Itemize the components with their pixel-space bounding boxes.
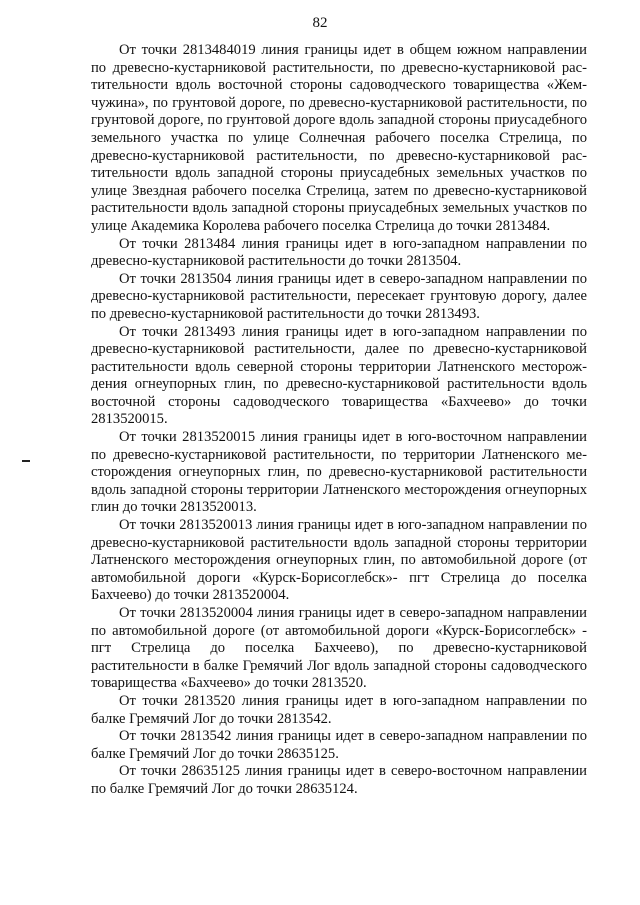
paragraph-5: От точки 2813520015 линия границы идет в юго-восточном направлении по древесно-кустарниковой растительности, по территории Латненского месторождения огнеупорных глин, по древесно-кустарниковой растительности вдоль западной стороны территории Латненского месторождения огнеупорных глин до точки 2813520013. (91, 429, 587, 516)
document-body (91, 42, 587, 799)
paragraph-8: От точки 2813520 линия границы идет в юго-западном направлении по балке Гремячий Лог до точки 2813542. (91, 692, 587, 727)
paragraph-4: От точки 2813493 линия границы идет в юго-западном направлении по древесно-кустарниковой растительности, далее по древесно-кустарниковой растительности вдоль северной стороны территории Латненского месторождения огнеупорных глин, по древесно-кустарниковой растительности вдоль восточной стороны садоводческого товарищества «Бахчеево» до точки 2813520015. (91, 323, 587, 428)
margin-mark (22, 460, 30, 462)
page-number: 82 (312, 15, 328, 31)
paragraph-10: От точки 28635125 линия границы идет в северо-восточном направлении по балке Гремячий Лог до точки 28635124. (91, 763, 587, 797)
paragraph-7: От точки 2813520004 линия границы идет в северо-западном направлении по автомобильной дороге (от автомобильной дороги «Курск-Борисоглебск» - пгт Стрелица до поселка Бахчеево), по древесно-кустарниковой растительности в балке Гремячий Лог вдоль западной стороны садоводческого товарищества «Бахчеево» до точки 2813520. (91, 605, 587, 692)
paragraph-9: От точки 2813542 линия границы идет в северо-западном направлении по балке Гремячий Лог до точки 28635125. (91, 728, 587, 762)
paragraph-1: От точки 2813484019 линия границы идет в общем южном направлении по древесно-кустарниковой растительности, по древесно-кустарниковой растительности вдоль восточной стороны садоводческого товарищества «Жемчужина», по грунтовой дороге, по древесно-кустарниковой растительности, по грунтовой дороге, по грунтовой дороге вдоль западной стороны приусадебного земельного участка по улице Солнечная рабочего поселка Стрелица, по древесно-кустарниковой растительности, по древесно-кустарниковой растительности вдоль западной стороны приусадебных земельных участков по улице Звездная рабочего поселка Стрелица, затем по древесно-кустарниковой растительности вдоль западной стороны приусадебных земельных участков по улице Академика Королева рабочего поселка Стрелица до точки 2813484. (91, 42, 587, 234)
paragraph-3: От точки 2813504 линия границы идет в северо-западном направлении по древесно-кустарниковой растительности, пересекает грунтовую дорогу, далее по древесно-кустарниковой растительности до точки 2813493. (91, 270, 587, 322)
paragraph-2: От точки 2813484 линия границы идет в юго-западном направлении по древесно-кустарниковой растительности до точки 2813504. (91, 235, 587, 270)
paragraph-6: От точки 2813520013 линия границы идет в юго-западном направлении по древесно-кустарниковой растительности вдоль западной стороны территории Латненского месторождения огнеупорных глин, по автомобильной дороге (от автомобильной дороги «Курск-Борисоглебск»- пгт Стрелица до поселка Бахчеево) до точки 2813520004. (91, 517, 587, 604)
